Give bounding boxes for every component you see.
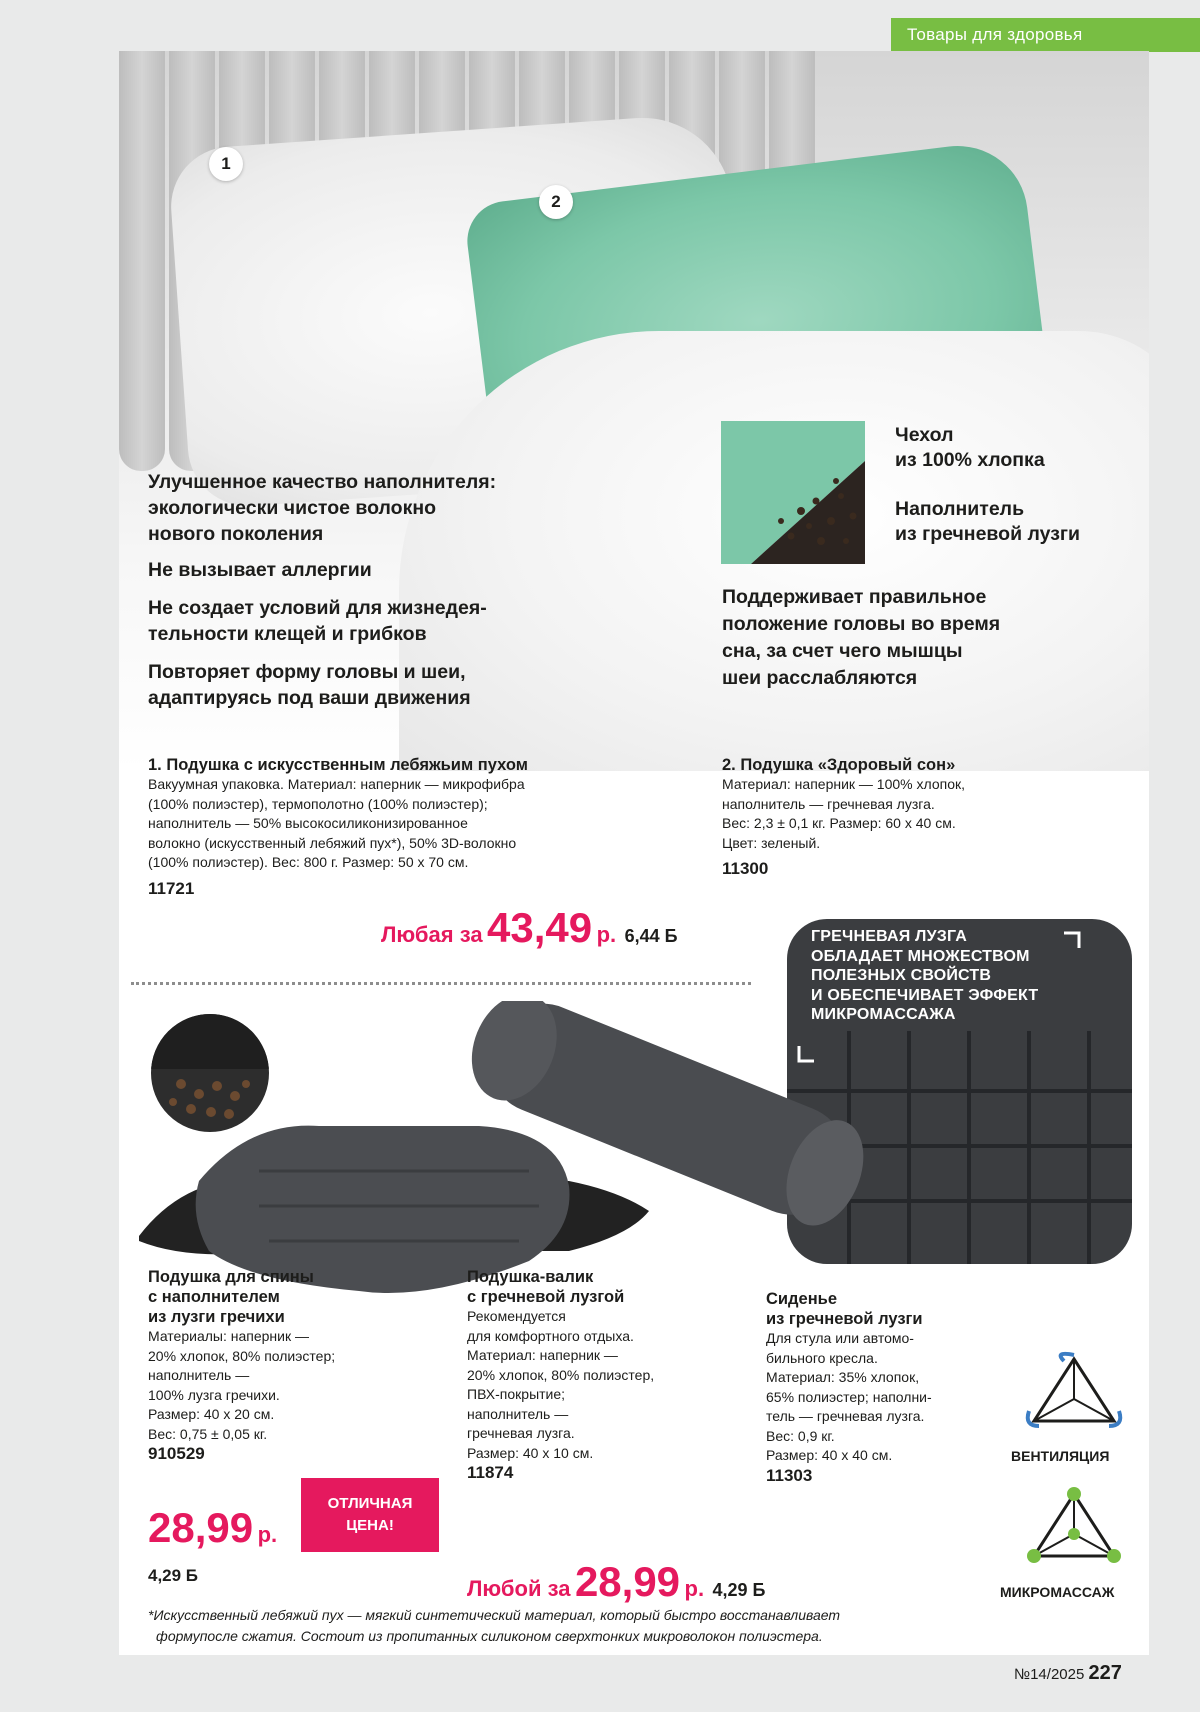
back-cushion-title: Подушка для спины с наполнителем из лузги гречихи (148, 1268, 314, 1326)
product-2-desc: Материал: наперник — 100% хлопок, наполнитель — гречневая лузга. Вес: 2,3 ± 0,1 кг. Размер: 60 х 40 см. Цвет: зеленый. (722, 776, 965, 851)
feature-item: Улучшенное качество наполнителя: экологически чистое волокно нового поколения (148, 471, 497, 545)
product-2-info (722, 755, 1122, 879)
back-cushion-info (148, 1267, 428, 1464)
filler-label: Наполнитель из гречневой лузги (895, 498, 1081, 545)
buckwheat-closeup-image (148, 1011, 272, 1135)
catalog-page (119, 51, 1149, 1655)
micromassage-label: МИКРОМАССАЖ (1000, 1584, 1115, 1600)
product-1-code: 11721 (148, 878, 195, 898)
feature-list (148, 469, 628, 711)
price-bottom (467, 1558, 766, 1606)
back-cushion-code: 910529 (148, 1444, 205, 1463)
product-marker-1: 1 (209, 147, 243, 181)
pillow2-benefit: Поддерживает правильное положение головы во время сна, за счет чего мышцы шеи расслабляются (722, 586, 1001, 689)
feature-item: Повторяет форму головы и шеи, адаптируясь под ваши движения (148, 661, 471, 709)
section-tab: Товары для здоровья (891, 18, 1200, 52)
buckwheat-pillow-cutaway-image (721, 421, 865, 564)
seat-title: Сиденье из гречневой лузги (766, 1290, 923, 1328)
price-bottom-points: 4,29 Б (712, 1580, 766, 1600)
bolster-code: 11874 (467, 1463, 514, 1482)
seat-desc: Для стула или автомо- бильного кресла. Материал: 35% хлопок, 65% полиэстер; наполни- тель — гречневая лузга. Вес: 0,9 кг. Размер: 40 х 40 см. (766, 1330, 932, 1463)
seat-overlay-text: ГРЕЧНЕВАЯ ЛУЗГА ОБЛАДАЕТ МНОЖЕСТВОМ ПОЛЕЗНЫХ СВОЙСТВ И ОБЕСПЕЧИВАЕТ ЭФФЕКТ МИКРОМАССАЖА (811, 928, 1039, 1023)
back-price-points: 4,29 Б (148, 1566, 199, 1585)
footnote: *Искусственный лебяжий пух — мягкий синтетический материал, который быстро восстанавливает формупосле сжатия. Состоит из пропитанных силиконом сверхтонких микроволокон полиэстера. (148, 1607, 841, 1644)
ventilation-icon (1024, 1351, 1124, 1431)
feature-item: Не создает условий для жизнедея- тельности клещей и грибков (148, 597, 487, 645)
seat-info (766, 1289, 1026, 1486)
product-marker-2: 2 (539, 185, 573, 219)
bolster-title: Подушка-валик с гречневой лузгой (467, 1268, 625, 1306)
price-currency: р. (596, 922, 617, 947)
price-points: 6,44 Б (624, 926, 678, 946)
price-prefix: Любая за (381, 922, 483, 947)
product-1-info (148, 755, 688, 899)
back-price-amount: 28,99 (148, 1504, 254, 1551)
product-2-code: 11300 (722, 859, 769, 878)
price-bottom-currency: р. (684, 1576, 705, 1601)
ventilation-label: ВЕНТИЛЯЦИЯ (1011, 1448, 1110, 1464)
issue-number: №14/2025 (1014, 1666, 1085, 1683)
page-footer (1014, 1662, 1122, 1685)
feature-item: Не вызывает аллергии (148, 559, 372, 581)
bolster-info (467, 1267, 747, 1483)
seat-code: 11303 (766, 1465, 813, 1485)
bolster-desc: Рекомендуется для комфортного отдыха. Материал: наперник — 20% хлопок, 80% полиэстер, ПВХ-покрытие; наполнитель — гречневая лузга. Размер: 40 х 10 см. (467, 1308, 655, 1461)
dotted-divider (131, 982, 751, 985)
price-bottom-amount: 28,99 (574, 1558, 681, 1605)
cover-label: Чехол из 100% хлопка (895, 424, 1045, 471)
great-price-badge: ОТЛИЧНАЯ ЦЕНА! (301, 1478, 439, 1552)
back-price-currency: р. (257, 1522, 278, 1547)
back-cushion-desc: Материалы: наперник — 20% хлопок, 80% полиэстер; наполнитель — 100% лузга гречихи. Размер: 40 х 20 см. Вес: 0,75 ± 0,05 кг. (148, 1328, 336, 1442)
product-2-title: 2. Подушка «Здоровый сон» (722, 756, 956, 774)
micromassage-icon (1024, 1486, 1124, 1566)
price-top (381, 904, 678, 952)
page-number: 227 (1088, 1662, 1122, 1684)
back-cushion-price (148, 1504, 277, 1552)
product-1-title: 1. Подушка с искусственным лебяжьим пухом (148, 756, 528, 774)
price-bottom-prefix: Любой за (467, 1576, 571, 1601)
price-amount: 43,49 (487, 904, 593, 951)
product-1-desc: Вакуумная упаковка. Материал: наперник — микрофибра (100% полиэстер), термополотно (100% полиэстер); наполнитель — 50% высокосиликонизированное волокно (искусственный лебяжий пух*), 50% 3D-волокно (100% полиэстер). Вес: 800 г. Размер: 50 х 70 см. (148, 776, 525, 870)
